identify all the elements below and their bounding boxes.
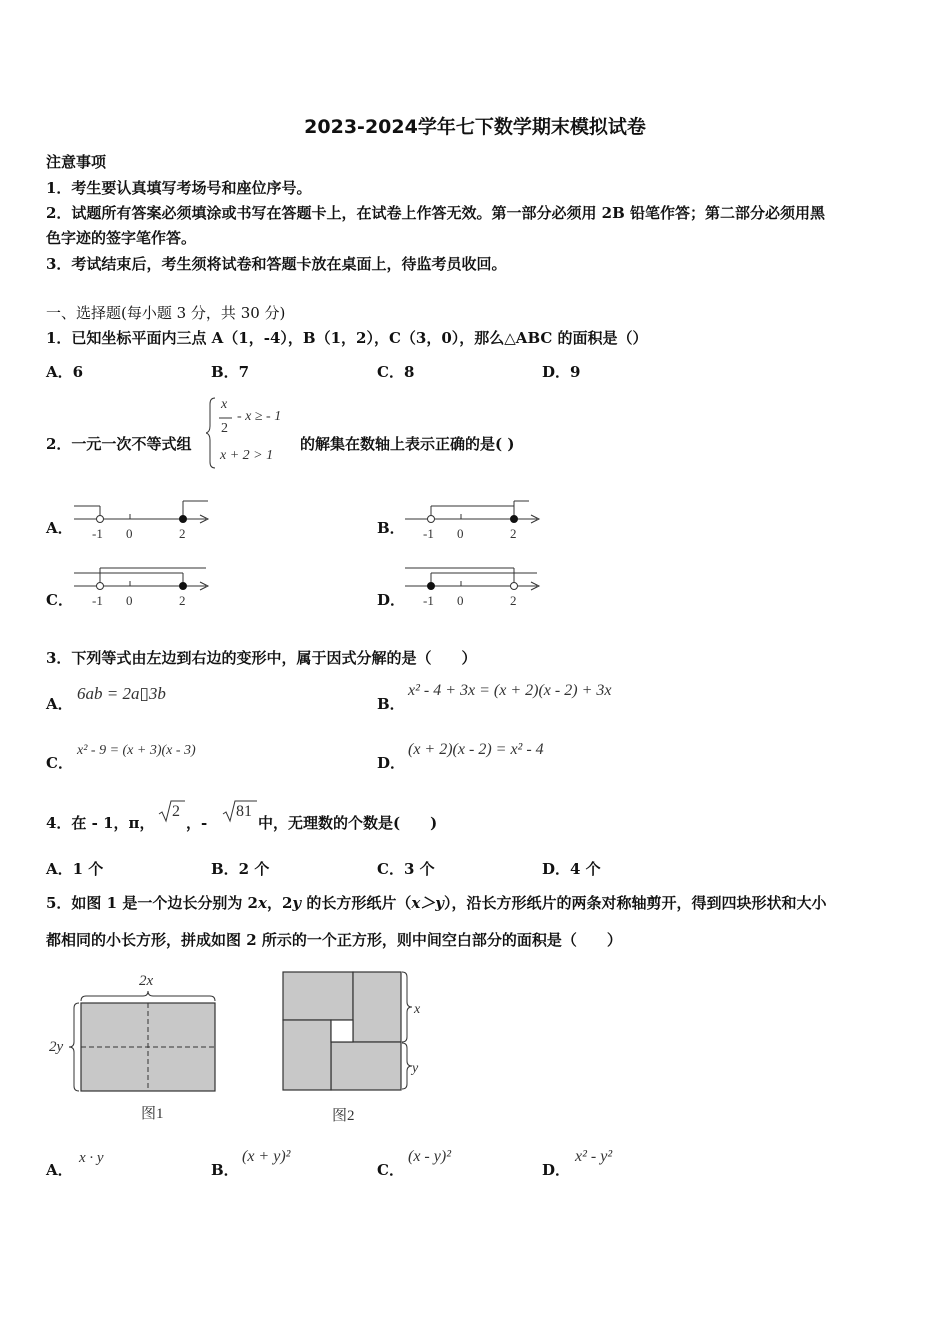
q2-numberline-d	[401, 563, 551, 611]
q5-text-c: ），沿长方形纸片的两条对称轴剪开，得到四块形状和大小	[444, 894, 827, 912]
question-5-line-1	[46, 892, 827, 913]
tick-label: -1	[423, 593, 434, 608]
tick-label: 2	[510, 526, 517, 541]
q1-option-d: D．9	[542, 363, 581, 381]
q3-option-b: x² - 4 + 3x = (x + 2)(x - 2) + 3x	[408, 682, 612, 699]
q5-option-b: (x + y)²	[242, 1148, 291, 1165]
q4-option-b: B．2 个	[211, 860, 270, 878]
q2-label-a: A．	[46, 519, 73, 537]
q4-option-a: A．1 个	[46, 860, 104, 878]
q5-option-c: (x - y)²	[408, 1148, 451, 1165]
question-5-line-2: 都相同的小长方形，拼成如图 2 所示的一个正方形，则中间空白部分的面积是（ ）	[46, 931, 622, 949]
fig1-caption: 图1	[141, 1106, 164, 1122]
tick-label: -1	[92, 526, 103, 541]
q5-option-d: x² - y²	[575, 1148, 613, 1165]
q4-comma-minus: ，-	[186, 814, 208, 832]
tick-label: 0	[457, 526, 464, 541]
figure-2	[280, 965, 430, 1130]
q5-condition: x＞y	[411, 894, 444, 912]
q3-label-a: A．	[46, 695, 73, 713]
question-4-suffix: 中，无理数的个数是( )	[258, 814, 438, 832]
q1-option-c: C．8	[377, 363, 415, 381]
system-fraction-numerator: x	[221, 397, 228, 412]
notice-item-2: 2．试题所有答案必须填涂或书写在答题卡上，在试卷上作答无效。第一部分必须用 2B 铅笔作答；第二部分必须用黑	[46, 204, 826, 222]
fig2-caption: 图2	[332, 1108, 355, 1124]
notice-item-1: 1．考生要认真填写考场号和座位序号。	[46, 179, 312, 197]
q3-option-c: x² - 9 = (x + 3)(x - 3)	[77, 743, 196, 758]
q3-label-b: B．	[377, 695, 405, 713]
system-fraction-denominator: 2	[221, 421, 228, 436]
question-4-prefix: 4．在 - 1，π，	[46, 814, 155, 832]
q1-option-b: B．7	[211, 363, 250, 381]
notice-item-2-cont: 色字迹的签字笔作答。	[46, 229, 197, 247]
tick-label: 0	[126, 526, 133, 541]
question-3-text: 3．下列等式由左边到右边的变形中，属于因式分解的是（ ）	[46, 649, 477, 667]
fig2-right-bottom-label: y	[412, 1061, 419, 1076]
question-2-suffix: 的解集在数轴上表示正确的是( )	[300, 435, 515, 453]
q5-label-c: C．	[377, 1161, 404, 1179]
q5-var-x: x	[257, 894, 267, 912]
figure-1	[46, 965, 231, 1130]
q3-option-a: 6ab = 2a▯3b	[77, 684, 166, 703]
sqrt-81-radicand: 81	[236, 803, 252, 820]
q3-option-d: (x + 2)(x - 2) = x² - 4	[408, 741, 544, 758]
q5-comma: ，2	[266, 894, 293, 912]
sqrt-2-radicand: 2	[172, 803, 180, 820]
fig2-right-top-label: x	[414, 1002, 421, 1017]
q2-numberline-b	[401, 496, 551, 544]
q5-label-b: B．	[211, 1161, 239, 1179]
q2-label-c: C．	[46, 591, 73, 609]
system-line-1: - x ≥ - 1	[237, 409, 282, 424]
q1-option-a: A．6	[46, 363, 84, 381]
q2-label-d: D．	[377, 591, 406, 609]
q3-label-c: C．	[46, 754, 73, 772]
q2-numberline-c	[70, 563, 220, 611]
q4-option-c: C．3 个	[377, 860, 435, 878]
tick-label: -1	[92, 593, 103, 608]
q4-option-d: D．4 个	[542, 860, 601, 878]
page-title: 2023-2024学年七下数学期末模拟试卷	[304, 116, 646, 138]
inequality-system	[206, 396, 301, 470]
q5-text-b: 的长方形纸片（	[301, 894, 412, 912]
section-heading: 一、选择题(每小题 3 分，共 30 分)	[46, 304, 286, 322]
tick-label: 0	[457, 593, 464, 608]
notice-item-3: 3．考试结束后，考生须将试卷和答题卡放在桌面上，待监考员收回。	[46, 255, 507, 273]
q5-text-a: 5．如图 1 是一个边长分别为 2	[46, 894, 258, 912]
q5-label-d: D．	[542, 1161, 571, 1179]
system-line-2: x + 2 > 1	[220, 448, 274, 463]
tick-label: 2	[179, 593, 186, 608]
fig1-top-label: 2x	[139, 973, 154, 989]
question-1-text: 1．已知坐标平面内三点 A（1，-4），B（1，2），C（3，0），那么△ABC 的面积是（）	[46, 329, 648, 347]
q5-label-a: A．	[46, 1161, 73, 1179]
q2-label-b: B．	[377, 519, 405, 537]
tick-label: 0	[126, 593, 133, 608]
notice-heading: 注意事项	[46, 153, 107, 171]
tick-label: 2	[179, 526, 186, 541]
q2-numberline-a	[70, 496, 220, 544]
q3-label-d: D．	[377, 754, 406, 772]
question-2-prefix: 2．一元一次不等式组	[46, 435, 192, 453]
tick-label: 2	[510, 593, 517, 608]
fig1-left-label: 2y	[49, 1039, 64, 1055]
tick-label: -1	[423, 526, 434, 541]
q5-var-y: y	[292, 894, 302, 912]
q5-option-a: x · y	[79, 1150, 104, 1166]
